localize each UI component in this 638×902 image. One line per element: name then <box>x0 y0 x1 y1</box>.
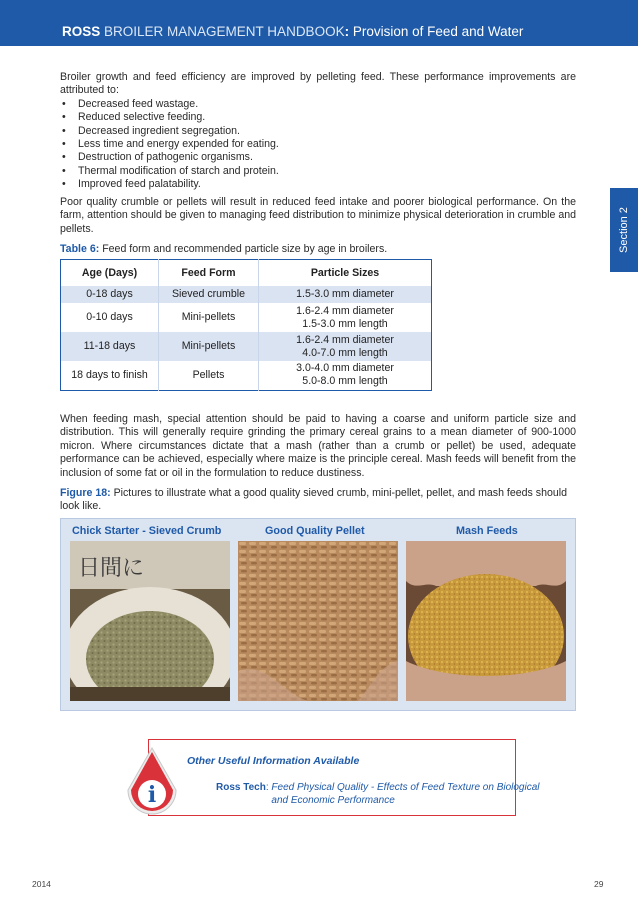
list-item: • Improved feed palatability. <box>60 178 576 191</box>
list-item: • Decreased ingredient segregation. <box>60 125 576 138</box>
info-heading: Other Useful Information Available <box>187 755 360 767</box>
info-source: Ross Tech <box>216 782 266 793</box>
list-item: • Less time and energy expended for eating. <box>60 138 576 151</box>
photo-title-pellet: Good Quality Pellet <box>265 525 365 537</box>
particle-diameter: 1.5-3.0 mm diameter <box>296 288 394 300</box>
cell-feed-form: Mini-pellets <box>159 332 259 361</box>
page-number: 29 <box>594 879 604 889</box>
section-tab-label: Section 2 <box>618 207 630 253</box>
header-subtitle: BROILER MANAGEMENT HANDBOOK <box>104 24 345 39</box>
cell-particle-size <box>259 303 432 332</box>
list-item: • Reduced selective feeding. <box>60 111 576 124</box>
cell-age: 0-10 days <box>61 303 159 332</box>
cell-particle-size <box>259 361 432 390</box>
info-icon-letter: i <box>147 782 157 808</box>
svg-text:日間に: 日間に <box>78 556 145 581</box>
mash-paragraph: When feeding mash, special attention should be paid to having a coarse and uniform particle size and distribution. This will generally require grinding the primary cereal grains to a mean diameter of 900-1000 micron. Where circumstances dictate that a mash (rather than a crumb or pellet) be used, adequate performance can be achieved, especially where maize is the principle cereal. Mash feeds will benefit from the inclusion of some fat or oil in the formulation to reduce dustiness. <box>60 413 576 479</box>
pellet-photo <box>238 541 398 701</box>
table-header-row <box>61 260 432 287</box>
table6-label: Table 6: <box>60 243 100 255</box>
table-row <box>61 332 432 361</box>
info-icon <box>122 744 182 816</box>
particle-length: 5.0-8.0 mm length <box>302 375 388 388</box>
figure18-label: Figure 18: <box>60 487 111 499</box>
table6-caption <box>60 243 576 256</box>
cell-age: 18 days to finish <box>61 361 159 390</box>
table-row <box>61 361 432 390</box>
particle-length: 1.5-3.0 mm length <box>302 317 388 330</box>
intro-paragraph: Broiler growth and feed efficiency are improved by pelleting feed. These performance improvements are attributed to: <box>60 71 576 97</box>
figure18-caption-text: Pictures to illustrate what a good quality sieved crumb, mini-pellet, pellet, and mash feeds should look like. <box>60 487 567 513</box>
intro-block <box>60 71 576 192</box>
photo-title-sieved-crumb: Chick Starter - Sieved Crumb <box>72 525 222 537</box>
table-row <box>61 286 432 303</box>
particle-length: 4.0-7.0 mm length <box>302 346 388 359</box>
list-item: • Decreased feed wastage. <box>60 98 576 111</box>
table-row <box>61 303 432 332</box>
particle-diameter: 1.6-2.4 mm diameter <box>296 304 394 317</box>
cell-feed-form: Pellets <box>159 361 259 390</box>
sieved-crumb-photo <box>70 541 230 701</box>
info-colon: : <box>265 782 272 793</box>
list-item: • Thermal modification of starch and protein. <box>60 165 576 178</box>
column-header-particle-sizes: Particle Sizes <box>259 260 432 287</box>
particle-diameter: 3.0-4.0 mm diameter <box>296 362 394 375</box>
cell-particle-size <box>259 286 432 303</box>
cell-age: 0-18 days <box>61 286 159 303</box>
column-header-feed-form: Feed Form <box>159 260 259 287</box>
cell-particle-size <box>259 332 432 361</box>
header-title <box>62 24 523 39</box>
info-title: Feed Physical Quality - Effects of Feed Texture on Biological and Economic Performance <box>271 782 540 806</box>
mash-feed-photo <box>406 541 566 701</box>
list-item: • Destruction of pathogenic organisms. <box>60 151 576 164</box>
particle-diameter: 1.6-2.4 mm diameter <box>296 333 394 346</box>
cell-feed-form: Mini-pellets <box>159 303 259 332</box>
header-brand: ROSS <box>62 24 101 39</box>
column-header-age: Age (Days) <box>61 260 159 287</box>
header-colon: : <box>344 24 350 39</box>
figure18-caption <box>60 487 576 514</box>
photo-title-mash: Mash Feeds <box>456 525 518 537</box>
cell-feed-form: Sieved crumble <box>159 286 259 303</box>
table6-caption-text: Feed form and recommended particle size by age in broilers. <box>99 243 388 255</box>
feed-size-table <box>60 259 432 391</box>
cell-age: 11-18 days <box>61 332 159 361</box>
section-tab <box>610 188 638 272</box>
page-header <box>0 0 638 46</box>
benefits-list <box>60 98 576 192</box>
crumble-paragraph: Poor quality crumble or pellets will result in reduced feed intake and poorer biological performance. On the farm, attention should be given to managing feed distribution to minimize physical deterioration in crumble and pellets. <box>60 196 576 235</box>
footer-year: 2014 <box>32 879 51 889</box>
header-section-name: Provision of Feed and Water <box>349 24 524 39</box>
info-reference <box>216 781 551 807</box>
figure18-panel <box>60 518 576 711</box>
